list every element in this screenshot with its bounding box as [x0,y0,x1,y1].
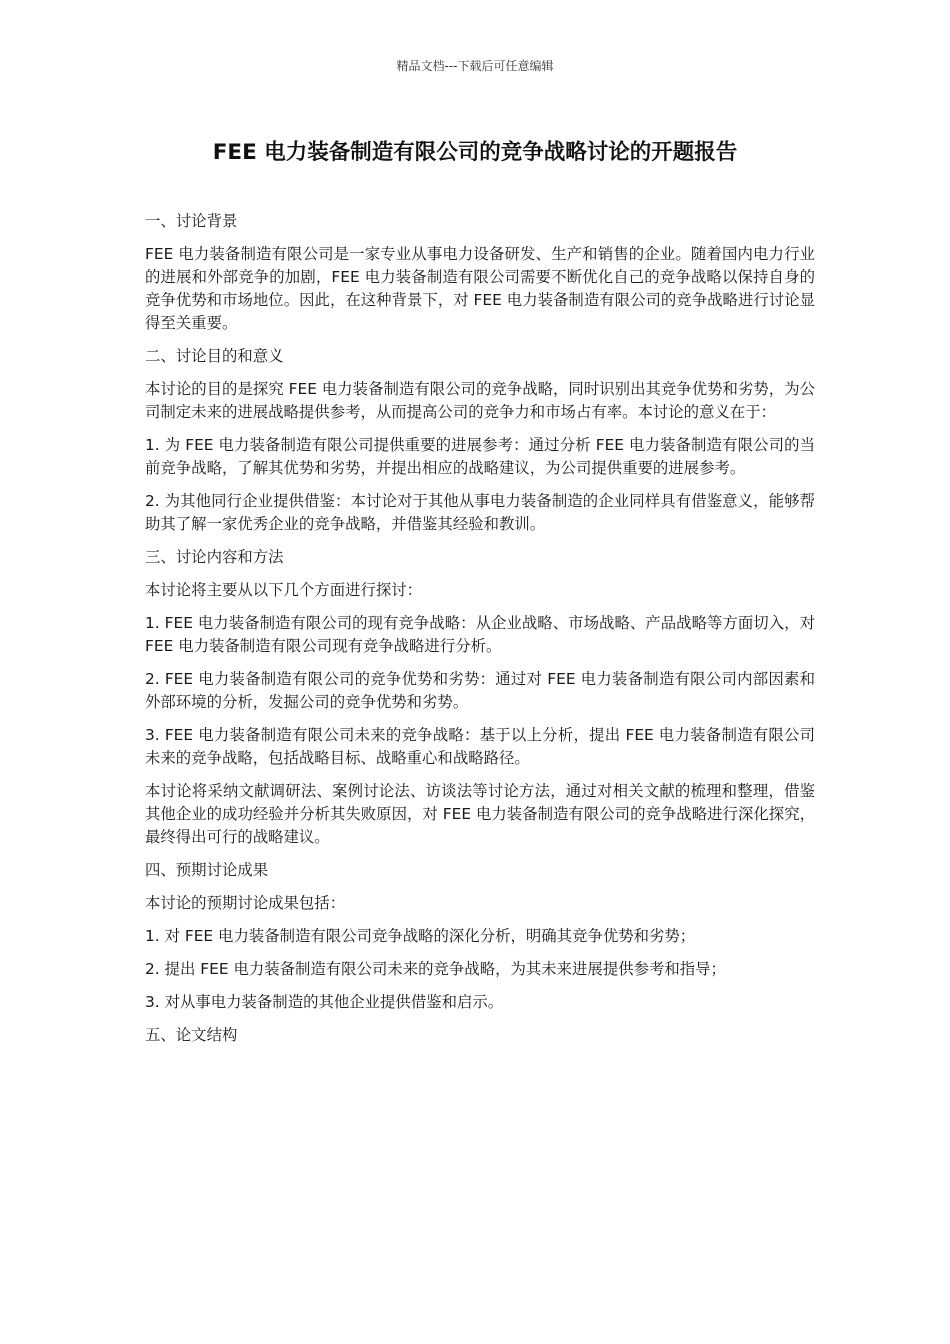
section-heading-background: 一、讨论背景 [145,212,238,230]
section-heading-content-method: 三、讨论内容和方法 [145,548,284,566]
page-header: 精品文档---下载后可任意编辑 [396,59,554,73]
paragraph-background: FEE 电力装备制造有限公司是一家专业从事电力设备研发、生产和销售的企业。随着国内电力行业的进展和外部竞争的加剧，FEE 电力装备制造有限公司需要不断优化自己的竞争战略以保持自身的竞争优势和市场地位。因此，在这种背景下，对 FEE 电力装备制造有限公司的竞争战略进行讨论显得至关重要。 [145,245,815,332]
paragraph-significance-1: 1. 为 FEE 电力装备制造有限公司提供重要的进展参考：通过分析 FEE 电力装备制造有限公司的当前竞争战略，了解其优势和劣势，并提出相应的战略建议，为公司提供重要的进展参考。 [145,436,815,477]
paragraph-significance-2: 2. 为其他同行企业提供借鉴：本讨论对于其他从事电力装备制造的企业同样具有借鉴意义，能够帮助其了解一家优秀企业的竞争战略，并借鉴其经验和教训。 [145,492,815,533]
paragraph-content-3: 3. FEE 电力装备制造有限公司未来的竞争战略：基于以上分析，提出 FEE 电力装备制造有限公司未来的竞争战略，包括战略目标、战略重心和战略路径。 [145,726,815,767]
paragraph-content-2: 2. FEE 电力装备制造有限公司的竞争优势和劣势：通过对 FEE 电力装备制造有限公司内部因素和外部环境的分析，发掘公司的竞争优势和劣势。 [145,670,815,711]
paragraph-result-2: 2. 提出 FEE 电力装备制造有限公司未来的竞争战略，为其未来进展提供参考和指导； [145,960,726,978]
paragraph-content-intro: 本讨论将主要从以下几个方面进行探讨： [145,581,423,599]
section-heading-purpose: 二、讨论目的和意义 [145,347,284,365]
paragraph-purpose: 本讨论的目的是探究 FEE 电力装备制造有限公司的竞争战略，同时识别出其竞争优势和劣势，为公司制定未来的进展战略提供参考，从而提高公司的竞争力和市场占有率。本讨论的意义在于： [145,380,815,421]
paragraph-result-1: 1. 对 FEE 电力装备制造有限公司竞争战略的深化分析，明确其竞争优势和劣势； [145,927,696,945]
paragraph-results-intro: 本讨论的预期讨论成果包括： [145,894,346,912]
document-body [145,210,815,1057]
section-heading-structure: 五、论文结构 [145,1026,238,1044]
paragraph-result-3: 3. 对从事电力装备制造的其他企业提供借鉴和启示。 [145,993,504,1011]
paragraph-method: 本讨论将采纳文献调研法、案例讨论法、访谈法等讨论方法，通过对相关文献的梳理和整理，借鉴其他企业的成功经验并分析其失败原因，对 FEE 电力装备制造有限公司的竞争战略进行深化探究，最终得出可行的战略建议。 [145,782,815,846]
paragraph-content-1: 1. FEE 电力装备制造有限公司的现有竞争战略：从企业战略、市场战略、产品战略等方面切入，对 FEE 电力装备制造有限公司现有竞争战略进行分析。 [145,614,815,655]
section-heading-expected-results: 四、预期讨论成果 [145,861,269,879]
document-title: FEE 电力装备制造有限公司的竞争战略讨论的开题报告 [212,140,738,165]
